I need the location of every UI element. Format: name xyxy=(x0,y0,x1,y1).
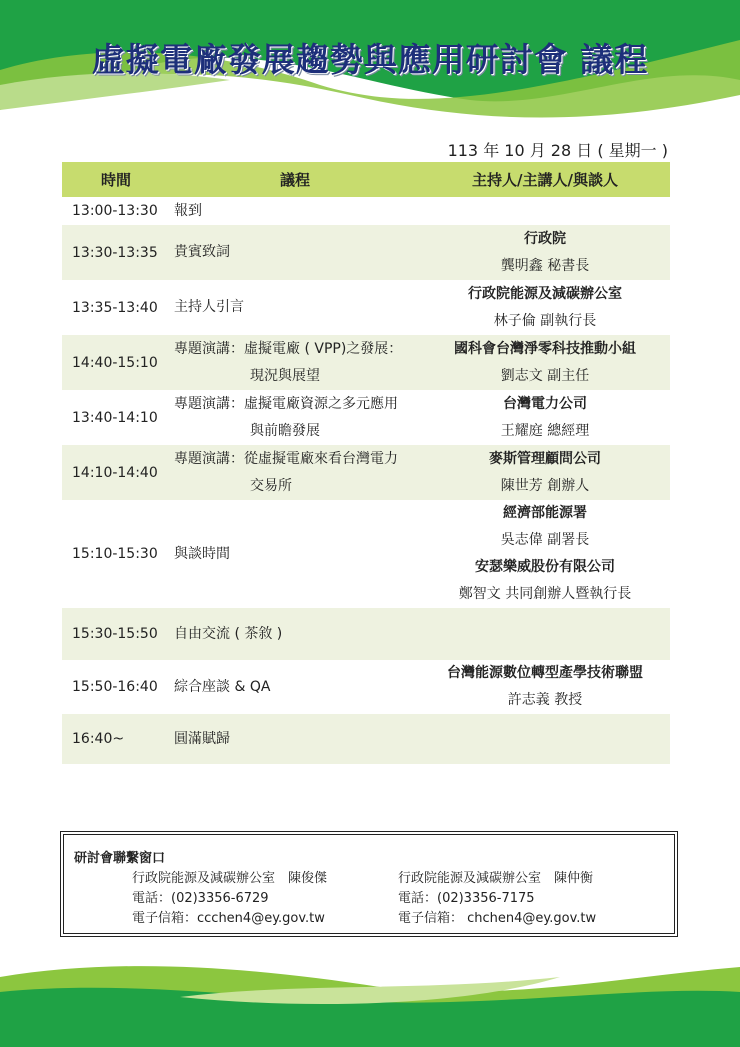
agenda-text: 交易所 xyxy=(250,477,292,494)
agenda-text: 自由交流 ( 茶敘 ) xyxy=(174,625,283,642)
row-time: 14:40-15:10 xyxy=(62,335,170,390)
agenda-text: 與談時間 xyxy=(174,545,230,562)
row-agenda xyxy=(170,225,420,280)
row-time: 15:10-15:30 xyxy=(72,546,158,562)
row-people xyxy=(420,225,670,280)
row-agenda xyxy=(170,335,420,390)
speaker-org: 台灣能源數位轉型產學技術聯盟 xyxy=(447,665,643,681)
speaker-name: 劉志文 副主任 xyxy=(500,367,590,384)
row-agenda xyxy=(170,500,420,608)
row-time: 13:40-14:10 xyxy=(72,409,158,426)
speaker xyxy=(420,500,670,554)
speaker xyxy=(420,226,670,280)
speaker-org: 行政院能源及減碳辦公室 xyxy=(468,285,622,302)
row-people xyxy=(420,280,670,335)
contact-right-name: 行政院能源及減碳辦公室 陳仲衡 xyxy=(398,871,594,886)
agenda-row xyxy=(62,390,670,445)
row-agenda xyxy=(170,197,420,225)
contact-left xyxy=(132,869,398,929)
row-time: 13:30-13:35 xyxy=(62,225,170,280)
row-people xyxy=(420,445,670,500)
agenda-text: 主持人引言 xyxy=(174,299,244,315)
speaker-org: 安瑟樂威股份有限公司 xyxy=(475,559,615,575)
speaker xyxy=(420,281,670,335)
row-people xyxy=(420,390,670,445)
row-agenda xyxy=(170,390,420,445)
agenda-text: 專題演講：從虛擬電廠來看台灣電力 xyxy=(174,450,398,467)
speaker xyxy=(420,554,670,608)
agenda-row xyxy=(62,335,670,390)
agenda-text: 與前瞻發展 xyxy=(250,422,320,439)
contact-left-phone: 電話：(02)3356-6729 xyxy=(132,891,269,906)
speaker-name: 王耀庭 總經理 xyxy=(500,422,590,439)
contact-heading: 研討會聯繫窗口 xyxy=(74,851,166,866)
row-agenda xyxy=(170,608,420,660)
agenda-row xyxy=(62,225,670,280)
row-people xyxy=(420,660,670,714)
agenda-text: 現況與展望 xyxy=(250,367,320,384)
agenda-row xyxy=(62,500,670,608)
agenda-text: 專題演講：虛擬電廠 ( VPP)之發展： xyxy=(174,340,403,357)
row-people xyxy=(420,335,670,390)
agenda-row xyxy=(62,280,670,335)
contact-right-email[interactable]: 電子信箱： chchen4@ey.gov.tw xyxy=(398,911,597,926)
row-time: 15:50-16:40 xyxy=(72,679,158,695)
row-agenda xyxy=(170,714,420,764)
speaker-name: 鄭智文 共同創辦人暨執行長 xyxy=(458,586,632,602)
row-time: 15:30-15:50 xyxy=(62,608,170,660)
speaker-name: 許志義 教授 xyxy=(507,692,583,708)
row-time: 13:00-13:30 xyxy=(72,203,158,219)
speaker-org: 國科會台灣淨零科技推動小組 xyxy=(454,340,636,357)
agenda-text: 報到 xyxy=(174,202,202,219)
agenda-text: 專題演講：虛擬電廠資源之多元應用 xyxy=(174,395,398,412)
event-date: 113 年 10 月 28 日 ( 星期一 ) xyxy=(447,141,668,160)
row-people xyxy=(420,714,670,764)
agenda-row xyxy=(62,608,670,660)
agenda-table xyxy=(62,162,670,764)
agenda-text: 圓滿賦歸 xyxy=(174,730,230,747)
contact-box xyxy=(60,831,678,937)
header-people: 主持人/主講人/與談人 xyxy=(420,162,670,197)
contact-right xyxy=(398,869,664,929)
contact-right-phone: 電話：(02)3356-7175 xyxy=(398,891,535,906)
row-people xyxy=(420,197,670,225)
agenda-text: 綜合座談 & QA xyxy=(174,678,271,695)
speaker xyxy=(420,391,670,445)
agenda-row xyxy=(62,714,670,764)
agenda-row xyxy=(62,197,670,225)
speaker-name: 陳世芳 創辦人 xyxy=(500,477,590,494)
agenda-text: 貴賓致詞 xyxy=(174,244,230,260)
row-time: 13:35-13:40 xyxy=(72,299,158,316)
agenda-row xyxy=(62,445,670,500)
row-time: 14:10-14:40 xyxy=(62,445,170,500)
agenda-row xyxy=(62,660,670,714)
row-agenda xyxy=(170,280,420,335)
row-people xyxy=(420,608,670,660)
page-title: 虛擬電廠發展趨勢與應用研討會 議程 xyxy=(91,40,649,79)
speaker-org: 麥斯管理顧問公司 xyxy=(489,450,601,467)
speaker-name: 林子倫 副執行長 xyxy=(493,312,597,329)
speaker-org: 經濟部能源署 xyxy=(503,505,587,521)
speaker-org: 台灣電力公司 xyxy=(503,395,587,412)
header-agenda: 議程 xyxy=(170,162,420,197)
speaker xyxy=(420,336,670,390)
row-time: 16:40~ xyxy=(62,714,170,764)
speaker-org: 行政院 xyxy=(524,230,566,247)
row-agenda xyxy=(170,660,420,714)
row-people xyxy=(420,500,670,608)
speaker xyxy=(420,660,670,714)
row-agenda xyxy=(170,445,420,500)
speaker-name: 龔明鑫 秘書長 xyxy=(500,257,590,274)
speaker xyxy=(420,446,670,500)
speaker-name: 吳志偉 副署長 xyxy=(500,532,590,548)
contact-left-email[interactable]: 電子信箱：ccchen4@ey.gov.tw xyxy=(132,911,325,926)
header-time: 時間 xyxy=(62,162,170,197)
footer-banner xyxy=(0,947,740,1047)
contact-left-name: 行政院能源及減碳辦公室 陳俊傑 xyxy=(132,871,328,886)
